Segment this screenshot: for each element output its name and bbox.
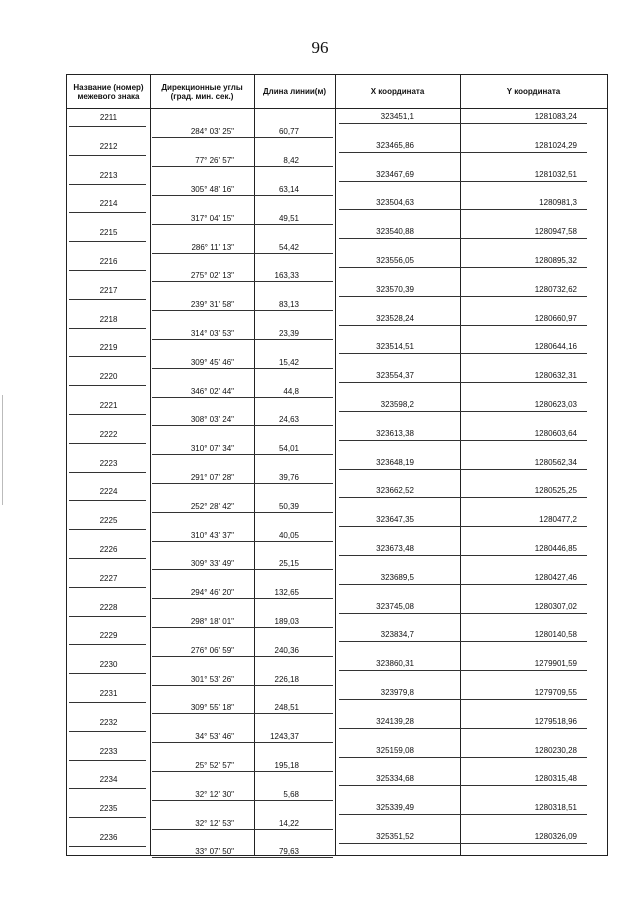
row-rule <box>339 670 587 671</box>
point-name: 2225 <box>99 516 118 526</box>
line-length: 226,18 <box>274 674 299 684</box>
row-rule <box>69 760 146 761</box>
point-name: 2216 <box>99 257 118 266</box>
point-name: 2234 <box>99 775 118 785</box>
row-rule <box>152 569 333 570</box>
point-name: 2232 <box>99 717 118 727</box>
x-coordinate: 323514,51 <box>376 342 414 352</box>
row-rule <box>339 382 587 383</box>
y-coordinate: 1280981,3 <box>539 198 577 208</box>
row-rule <box>69 817 146 818</box>
y-coordinate: 1280140,58 <box>534 630 577 640</box>
row-rule <box>69 328 146 329</box>
line-length: 23,39 <box>278 329 299 338</box>
direction-angle: 309° 45' 46" <box>190 357 234 367</box>
row-rule <box>339 613 587 614</box>
x-coordinate: 323556,05 <box>376 256 414 265</box>
table-body <box>67 108 607 855</box>
y-coordinate: 1280947,58 <box>534 227 577 237</box>
row-rule <box>152 368 333 369</box>
line-length: 163,33 <box>274 271 299 281</box>
x-coordinate: 323465,86 <box>376 140 414 150</box>
row-rule <box>152 656 333 657</box>
y-coordinate: 1280318,51 <box>534 803 577 813</box>
row-rule <box>339 785 587 786</box>
x-coordinate: 323598,2 <box>380 400 414 409</box>
direction-angle: 32° 12' 53" <box>195 818 234 828</box>
y-coordinate: 1280315,48 <box>534 774 577 784</box>
direction-angle: 309° 33' 49" <box>190 559 234 569</box>
line-length: 240,36 <box>274 645 299 655</box>
y-coordinate: 1281083,24 <box>534 112 577 121</box>
y-coordinate: 1280562,34 <box>534 457 577 467</box>
row-rule <box>152 800 333 801</box>
row-rule <box>69 241 146 242</box>
x-coordinate: 323504,63 <box>376 198 414 208</box>
row-rule <box>339 411 587 412</box>
row-rule <box>339 325 587 326</box>
direction-angle: 314° 03' 53" <box>190 329 234 338</box>
line-length: 63,14 <box>278 185 299 194</box>
row-rule <box>339 699 587 700</box>
row-rule <box>152 166 333 167</box>
direction-angle: 309° 55' 18" <box>190 703 234 713</box>
x-coordinate: 323834,7 <box>380 630 414 640</box>
y-coordinate: 1280644,16 <box>534 342 577 352</box>
direction-angle: 294° 46' 20" <box>190 588 234 598</box>
line-length: 248,51 <box>274 703 299 713</box>
point-name: 2217 <box>99 285 118 295</box>
direction-angle: 77° 26' 57" <box>195 156 234 166</box>
x-coordinate: 323979,8 <box>380 688 414 697</box>
row-rule <box>339 843 587 844</box>
row-rule <box>152 310 333 311</box>
row-rule <box>69 644 146 645</box>
line-length: 49,51 <box>278 213 299 223</box>
direction-angle: 25° 52' 57" <box>195 761 234 770</box>
row-rule <box>339 584 587 585</box>
point-name: 2231 <box>99 689 118 698</box>
x-coordinate: 325351,52 <box>376 832 414 841</box>
row-rule <box>339 152 587 153</box>
direction-angle: 305° 48' 16" <box>190 185 234 194</box>
row-rule <box>152 281 333 282</box>
row-rule <box>152 829 333 830</box>
row-rule <box>339 497 587 498</box>
point-name: 2233 <box>99 746 118 756</box>
row-rule <box>152 857 333 858</box>
row-rule <box>69 385 146 386</box>
row-rule <box>69 673 146 674</box>
point-name: 2229 <box>99 631 118 641</box>
row-rule <box>152 627 333 628</box>
row-rule <box>339 123 587 124</box>
x-coordinate: 323570,39 <box>376 284 414 294</box>
point-name: 2230 <box>99 660 118 670</box>
direction-angle: 286° 11' 13" <box>191 242 234 252</box>
row-rule <box>152 425 333 426</box>
line-length: 50,39 <box>278 501 299 511</box>
x-coordinate: 323689,5 <box>380 572 414 582</box>
line-length: 83,13 <box>278 300 299 310</box>
row-rule <box>69 702 146 703</box>
line-length: 54,42 <box>278 242 299 252</box>
row-rule <box>152 512 333 513</box>
header-name: Название (номер) межевого знака <box>73 82 144 101</box>
y-coordinate: 1280230,28 <box>534 745 577 755</box>
header-x: X координата <box>370 87 425 96</box>
x-coordinate: 323662,52 <box>376 486 414 496</box>
point-name: 2212 <box>99 141 118 151</box>
coordinates-table <box>66 74 608 856</box>
line-length: 189,03 <box>274 617 299 626</box>
row-rule <box>69 846 146 847</box>
point-name: 2221 <box>99 401 118 410</box>
row-rule <box>69 356 146 357</box>
row-rule <box>152 224 333 225</box>
point-name: 2215 <box>99 228 118 238</box>
x-coordinate: 323467,69 <box>376 169 414 179</box>
row-rule <box>69 184 146 185</box>
row-rule <box>69 587 146 588</box>
y-coordinate: 1280326,09 <box>534 832 577 841</box>
y-coordinate: 1280895,32 <box>534 256 577 265</box>
direction-angle: 33° 07' 50" <box>195 847 234 857</box>
line-length: 1243,37 <box>270 732 299 742</box>
direction-angle: 276° 06' 59" <box>190 645 234 655</box>
y-coordinate: 1280732,62 <box>534 284 577 294</box>
point-name: 2235 <box>99 804 118 814</box>
point-name: 2224 <box>99 487 118 497</box>
row-rule <box>339 353 587 354</box>
row-rule <box>339 526 587 527</box>
direction-angle: 298° 18' 01" <box>190 617 234 626</box>
row-rule <box>152 483 333 484</box>
line-length: 14,22 <box>278 818 299 828</box>
row-rule <box>152 541 333 542</box>
row-rule <box>152 598 333 599</box>
x-coordinate: 323554,37 <box>376 371 414 381</box>
row-rule <box>152 742 333 743</box>
page-number: 96 <box>311 38 329 57</box>
header-y: Y координата <box>506 87 561 96</box>
row-rule <box>69 472 146 473</box>
y-coordinate: 1281032,51 <box>534 169 577 179</box>
line-length: 44,8 <box>283 386 299 396</box>
direction-angle: 291° 07' 28" <box>190 473 234 482</box>
line-length: 25,15 <box>278 559 299 569</box>
point-name: 2226 <box>99 545 118 554</box>
y-coordinate: 1280525,25 <box>534 486 577 496</box>
point-name: 2218 <box>99 314 118 324</box>
x-coordinate: 323647,35 <box>376 515 414 525</box>
y-coordinate: 1280660,97 <box>534 313 577 323</box>
header-angles: Дирекционные углы (град. мин. сек.) <box>161 82 243 101</box>
row-rule <box>69 529 146 530</box>
y-coordinate: 1279518,96 <box>534 716 577 726</box>
row-rule <box>152 454 333 455</box>
row-rule <box>339 440 587 441</box>
direction-angle: 284° 03' 25" <box>190 127 234 137</box>
direction-angle: 275° 02' 13" <box>190 271 234 281</box>
line-length: 15,42 <box>278 357 299 367</box>
line-length: 132,65 <box>274 588 299 598</box>
line-length: 54,01 <box>278 444 299 454</box>
y-coordinate: 1279709,55 <box>534 688 577 697</box>
y-coordinate: 1280603,64 <box>534 428 577 438</box>
row-rule <box>69 731 146 732</box>
y-coordinate: 1281024,29 <box>534 140 577 150</box>
header-length: Длина линии(м) <box>262 87 327 96</box>
direction-angle: 239° 31' 58" <box>190 300 234 310</box>
y-coordinate: 1280623,03 <box>534 400 577 409</box>
direction-angle: 34° 53' 46" <box>195 732 234 742</box>
x-coordinate: 323613,38 <box>376 428 414 438</box>
row-rule <box>69 788 146 789</box>
scan-edge-mark <box>2 395 3 505</box>
point-name: 2219 <box>99 343 118 353</box>
row-rule <box>152 195 333 196</box>
x-coordinate: 323860,31 <box>376 659 414 669</box>
point-name: 2227 <box>99 573 118 583</box>
x-coordinate: 323673,48 <box>376 544 414 553</box>
x-coordinate: 323745,08 <box>376 601 414 611</box>
row-rule <box>69 212 146 213</box>
line-length: 195,18 <box>274 761 299 770</box>
direction-angle: 317° 04' 15" <box>190 213 234 223</box>
row-rule <box>152 771 333 772</box>
y-coordinate: 1280307,02 <box>534 601 577 611</box>
row-rule <box>69 270 146 271</box>
x-coordinate: 323451,1 <box>380 112 414 121</box>
y-coordinate: 1279901,59 <box>534 659 577 669</box>
y-coordinate: 1280446,85 <box>534 544 577 553</box>
row-rule <box>69 299 146 300</box>
row-rule <box>339 238 587 239</box>
line-length: 39,76 <box>278 473 299 482</box>
line-length: 8,42 <box>283 156 299 166</box>
row-rule <box>69 126 146 127</box>
row-rule <box>339 641 587 642</box>
direction-angle: 301° 53' 26" <box>190 674 234 684</box>
x-coordinate: 323648,19 <box>376 457 414 467</box>
row-rule <box>152 339 333 340</box>
row-rule <box>152 253 333 254</box>
point-name: 2214 <box>99 199 118 209</box>
row-rule <box>339 267 587 268</box>
x-coordinate: 324139,28 <box>376 716 414 726</box>
row-rule <box>152 713 333 714</box>
row-rule <box>339 181 587 182</box>
row-rule <box>69 443 146 444</box>
row-rule <box>339 814 587 815</box>
x-coordinate: 325334,68 <box>376 774 414 784</box>
row-rule <box>339 296 587 297</box>
point-name: 2223 <box>99 458 118 468</box>
row-rule <box>152 397 333 398</box>
direction-angle: 310° 07' 34" <box>190 444 234 454</box>
direction-angle: 32° 12' 30" <box>195 789 234 799</box>
row-rule <box>339 728 587 729</box>
y-coordinate: 1280427,46 <box>534 572 577 582</box>
row-rule <box>69 616 146 617</box>
y-coordinate: 1280477,2 <box>539 515 577 525</box>
row-rule <box>69 558 146 559</box>
line-length: 79,63 <box>278 847 299 857</box>
point-name: 2211 <box>99 113 118 122</box>
x-coordinate: 323540,88 <box>376 227 414 237</box>
line-length: 5,68 <box>283 789 299 799</box>
row-rule <box>339 757 587 758</box>
y-coordinate: 1280632,31 <box>534 371 577 381</box>
row-rule <box>69 155 146 156</box>
row-rule <box>339 555 587 556</box>
point-name: 2222 <box>99 429 118 439</box>
x-coordinate: 325339,49 <box>376 803 414 813</box>
direction-angle: 308° 03' 24" <box>190 415 234 425</box>
x-coordinate: 323528,24 <box>376 313 414 323</box>
direction-angle: 252° 28' 42" <box>190 501 234 511</box>
point-name: 2228 <box>99 602 118 612</box>
point-name: 2213 <box>99 170 118 180</box>
line-length: 40,05 <box>278 530 299 540</box>
row-rule <box>69 414 146 415</box>
direction-angle: 346° 02' 44" <box>190 386 234 396</box>
point-name: 2220 <box>99 372 118 382</box>
x-coordinate: 325159,08 <box>376 745 414 755</box>
line-length: 60,77 <box>278 127 299 137</box>
row-rule <box>69 500 146 501</box>
row-rule <box>152 685 333 686</box>
row-rule <box>339 209 587 210</box>
row-rule <box>152 137 333 138</box>
row-rule <box>339 469 587 470</box>
point-name: 2236 <box>99 833 118 842</box>
line-length: 24,63 <box>278 415 299 425</box>
direction-angle: 310° 43' 37" <box>190 530 234 540</box>
